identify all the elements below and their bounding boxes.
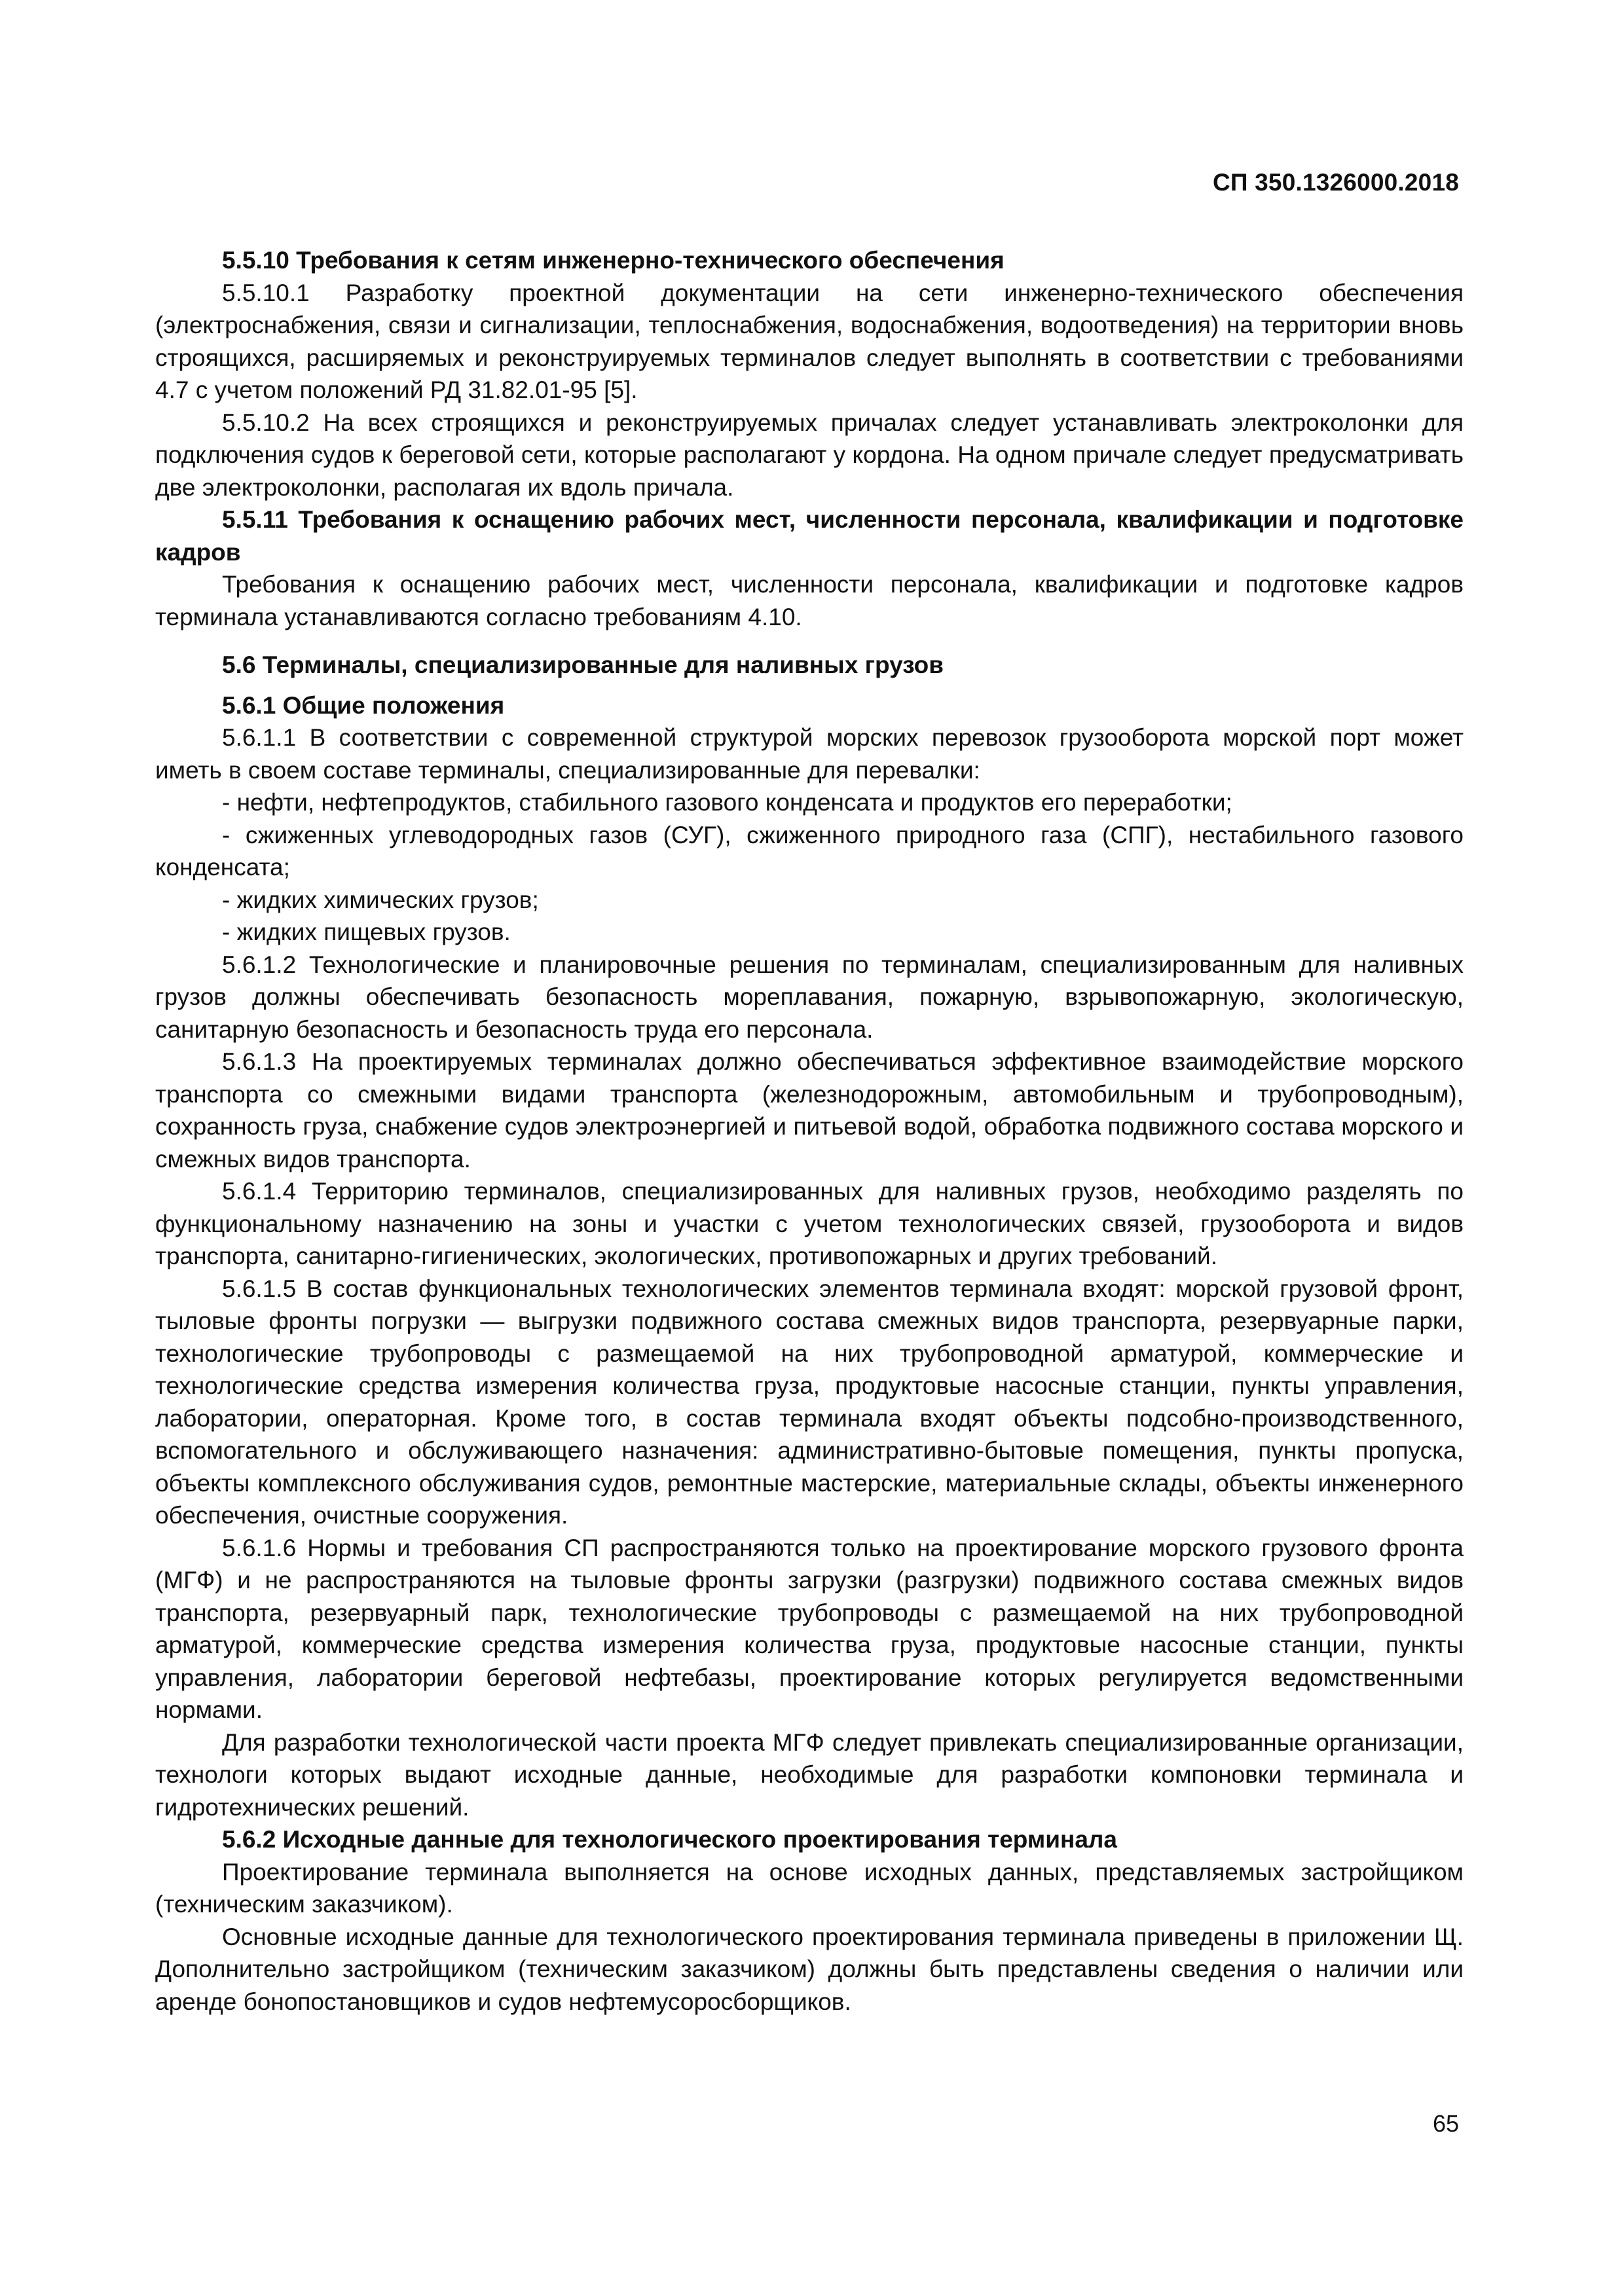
paragraph-5-6-1-1: 5.6.1.1 В соответствии с современной структурой морских перевозок грузооборота морской порт может иметь в своем составе терминалы, специализированные для перевалки: xyxy=(155,724,1464,784)
document-body xyxy=(155,244,1464,2018)
section-heading-5-6-2: 5.6.2 Исходные данные для технологического проектирования терминала xyxy=(222,1826,1118,1853)
paragraph-5-5-10-2: 5.5.10.2 На всех строящихся и реконструируемых причалах следует устанавливать электроколонки для подключения судов к береговой сети, которые располагают у кордона. На одном причале следует предусматривать две электроколонки, располагая их вдоль причала. xyxy=(155,409,1464,501)
page-number: 65 xyxy=(1432,2110,1459,2137)
list-item: - жидких химических грузов; xyxy=(222,886,539,913)
paragraph-5-6-2-text-1: Проектирование терминала выполняется на основе исходных данных, представляемых застройщиком (техническим заказчиком). xyxy=(155,1858,1464,1918)
section-heading-5-5-10: 5.5.10 Требования к сетям инженерно-технического обеспечения xyxy=(222,247,1005,274)
paragraph-5-6-1-2: 5.6.1.2 Технологические и планировочные решения по терминалам, специализированным для наливных грузов должны обеспечивать безопасность мореплавания, пожарную, взрывопожарную, экологическую, санитарную безопасность и безопасность труда его персонала. xyxy=(155,951,1464,1043)
paragraph-5-6-1-3: 5.6.1.3 На проектируемых терминалах должно обеспечиваться эффективное взаимодействие морского транспорта со смежными видами транспорта (железнодорожным, автомобильным и трубопроводным), сохранность груза, снабжение судов электроэнергией и питьевой водой, обработка подвижного состава морского и смежных видов транспорта. xyxy=(155,1048,1464,1173)
paragraph-5-6-1-5: 5.6.1.5 В состав функциональных технологических элементов терминала входят: морской грузовой фронт, тыловые фронты погрузки — выгрузки подвижного состава смежных видов транспорта, резервуарные парки, технологические трубопроводы с размещаемой на них трубопроводной арматурой, коммерческие и технологические средства измерения количества груза, продуктовые насосные станции, пункты управления, лаборатории, операторная. Кроме того, в состав терминала входят объекты подсобно-производственного, вспомогательного и обслуживающего назначения: административно-бытовые помещения, пункты пропуска, объекты комплексного обслуживания судов, ремонтные мастерские, материальные склады, объекты инженерного обеспечения, очистные сооружения. xyxy=(155,1275,1464,1529)
paragraph-5-5-10-1: 5.5.10.1 Разработку проектной документации на сети инженерно-технического обеспечения (электроснабжения, связи и сигнализации, теплоснабжения, водоснабжения, водоотведения) на территории вновь строящихся, расширяемых и реконструируемых терминалов следует выполнять в соответствии с требованиями 4.7 с учетом положений РД 31.82.01-95 [5]. xyxy=(155,279,1464,403)
list-item: - жидких пищевых грузов. xyxy=(222,919,511,945)
document-code: СП 350.1326000.2018 xyxy=(1212,169,1459,196)
paragraph-5-6-1-6: 5.6.1.6 Нормы и требования СП распространяются только на проектирование морского грузового фронта (МГФ) и не распространяются на тыловые фронты загрузки (разгрузки) подвижного состава смежных видов транспорта, резервуарный парк, технологические трубопроводы с размещаемой на них трубопроводной арматурой, коммерческие средства измерения количества груза, продуктовые насосные станции, пункты управления, лаборатории береговой нефтебазы, проектирование которых регулируется ведомственными нормами. xyxy=(155,1534,1464,1723)
section-heading-5-6-1: 5.6.1 Общие положения xyxy=(222,691,505,719)
list-item: - сжиженных углеводородных газов (СУГ), сжиженного природного газа (СПГ), нестабильного газового конденсата; xyxy=(155,821,1464,881)
paragraph-mgf-organizations: Для разработки технологической части проекта МГФ следует привлекать специализированные организации, технологи которых выдают исходные данные, необходимые для разработки компоновки терминала и гидротехнических решений. xyxy=(155,1728,1464,1821)
paragraph-5-6-2-text-2: Основные исходные данные для технологического проектирования терминала приведены в приложении Щ. Дополнительно застройщиком (техническим заказчиком) должны быть представлены сведения о наличии или аренде бонопостановщиков и судов нефтемусоросборщиков. xyxy=(155,1923,1464,2015)
paragraph-5-6-1-4: 5.6.1.4 Территорию терминалов, специализированных для наливных грузов, необходимо разделять по функциональному назначению на зоны и участки с учетом технологических связей, грузооборота и видов транспорта, санитарно-гигиенических, экологических, противопожарных и других требований. xyxy=(155,1178,1464,1269)
section-heading-5-6: 5.6 Терминалы, специализированные для наливных грузов xyxy=(222,651,944,678)
paragraph-5-5-11-text: Требования к оснащению рабочих мест, численности персонала, квалификации и подготовке кадров терминала устанавливаются согласно требованиям 4.10. xyxy=(155,571,1464,630)
section-heading-5-5-11: 5.5.11 Требования к оснащению рабочих мест, численности персонала, квалификации и подготовке кадров xyxy=(155,506,1464,566)
list-item: - нефти, нефтепродуктов, стабильного газового конденсата и продуктов его переработки; xyxy=(222,789,1232,816)
